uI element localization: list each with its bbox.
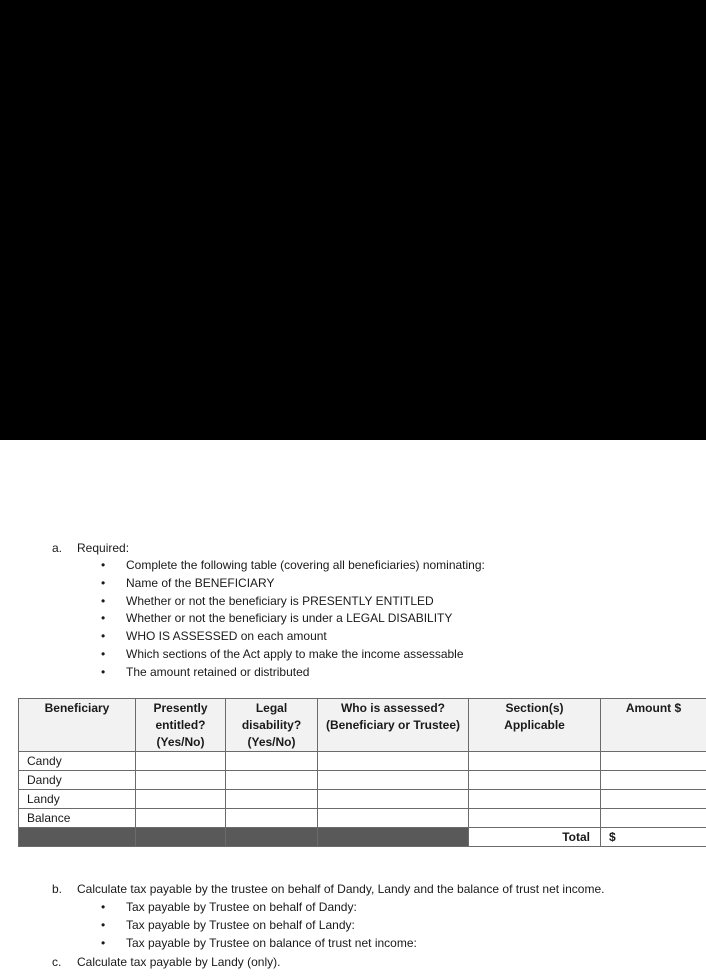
section-c-heading: Calculate tax payable by Landy (only). [77,955,281,969]
section-a-marker: a. [52,541,63,555]
legal-disability-cell[interactable] [226,771,318,790]
header-beneficiary: Beneficiary [19,699,136,752]
list-item [0,899,417,917]
header-legal-disability: Legal disability? (Yes/No) [226,699,318,752]
total-amount-cell[interactable]: $ [601,828,706,847]
beneficiary-name-cell: Landy [19,790,136,809]
list-item-text: Whether or not the beneficiary is under a LEGAL DISABILITY [126,611,453,626]
shaded-cell [318,828,469,847]
list-item [0,575,485,593]
legal-disability-cell[interactable] [226,790,318,809]
redacted-block [0,0,706,440]
beneficiary-name-cell: Dandy [19,771,136,790]
bullet-icon: • [101,900,106,914]
presently-entitled-cell[interactable] [136,790,226,809]
list-item [0,557,485,575]
bullet-icon: • [101,575,106,590]
table-header-row [19,699,706,752]
bullet-icon: • [101,558,106,572]
section-cell[interactable] [469,752,601,771]
bullet-icon: • [101,646,106,661]
header-amount: Amount $ [601,699,706,752]
who-assessed-cell[interactable] [318,771,469,790]
bullet-icon: • [101,917,106,932]
legal-disability-cell[interactable] [226,752,318,771]
presently-entitled-cell[interactable] [136,771,226,790]
who-assessed-cell[interactable] [318,752,469,771]
table-row [19,809,706,828]
list-item [0,593,485,611]
who-assessed-cell[interactable] [318,809,469,828]
shaded-cell [136,828,226,847]
list-item [0,917,417,935]
table-row [19,752,706,771]
section-cell[interactable] [469,771,601,790]
table-row [19,771,706,790]
beneficiary-table [18,698,706,847]
bullet-icon: • [101,629,106,644]
section-cell[interactable] [469,790,601,809]
list-item-text: Tax payable by Trustee on behalf of Landy: [126,917,355,932]
list-item-text: The amount retained or distributed [126,664,310,679]
who-assessed-cell[interactable] [318,790,469,809]
list-item [0,935,417,953]
list-item [0,664,485,682]
list-item-text: Which sections of the Act apply to make the income assessable [126,646,464,661]
table-row [19,790,706,809]
amount-cell[interactable] [601,790,706,809]
shaded-cell [19,828,136,847]
amount-cell[interactable] [601,809,706,828]
beneficiary-name-cell: Balance [19,809,136,828]
amount-cell[interactable] [601,771,706,790]
total-row [19,828,706,847]
bullet-icon: • [101,593,106,608]
list-item [0,610,485,628]
list-item-text: Name of the BENEFICIARY [126,575,275,590]
beneficiary-name-cell: Candy [19,752,136,771]
list-item-text: Complete the following table (covering all beneficiaries) nominating: [126,558,485,572]
header-sections-applicable: Section(s) Applicable [469,699,601,752]
list-item [0,628,485,646]
section-b-heading: Calculate tax payable by the trustee on behalf of Dandy, Landy and the balance of trust net income. [77,882,605,896]
section-a-bullet-list [0,557,485,682]
bullet-icon: • [101,611,106,626]
shaded-cell [226,828,318,847]
list-item [0,646,485,664]
bullet-icon: • [101,664,106,679]
header-presently-entitled: Presently entitled? (Yes/No) [136,699,226,752]
section-c-marker: c. [52,955,62,969]
section-b-bullet-list [0,899,417,952]
section-a-heading: Required: [77,541,130,555]
total-label: Total [469,828,601,847]
list-item-text: Tax payable by Trustee on balance of trust net income: [126,935,417,950]
header-who-is-assessed: Who is assessed? (Beneficiary or Trustee) [318,699,469,752]
list-item-text: Tax payable by Trustee on behalf of Dandy: [126,900,357,914]
presently-entitled-cell[interactable] [136,809,226,828]
list-item-text: Whether or not the beneficiary is PRESENTLY ENTITLED [126,593,434,608]
amount-cell[interactable] [601,752,706,771]
legal-disability-cell[interactable] [226,809,318,828]
section-b-marker: b. [52,882,63,896]
bullet-icon: • [101,935,106,950]
presently-entitled-cell[interactable] [136,752,226,771]
list-item-text: WHO IS ASSESSED on each amount [126,629,327,644]
section-cell[interactable] [469,809,601,828]
